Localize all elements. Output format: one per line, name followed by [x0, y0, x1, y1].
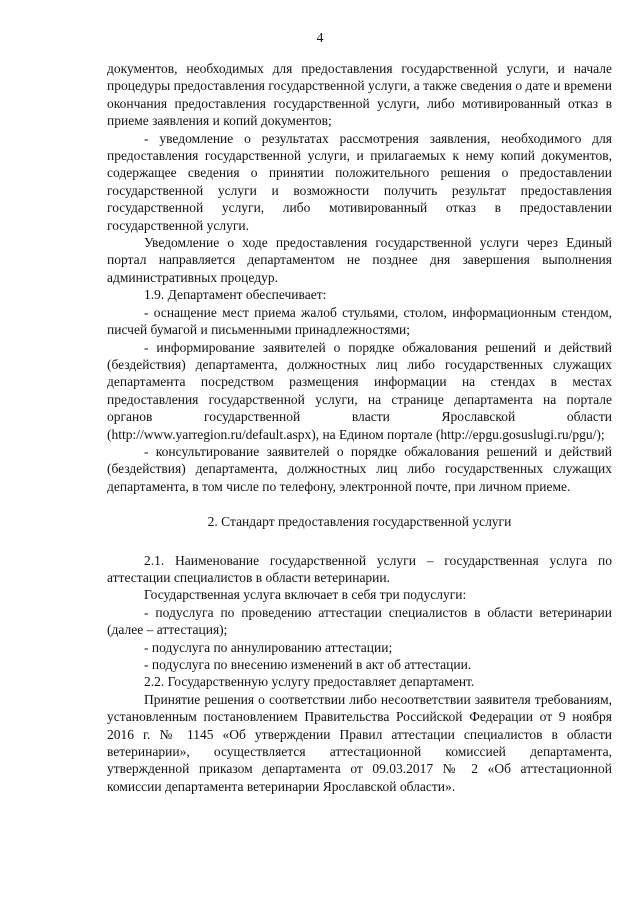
paragraph-consulting: - консультирование заявителей о порядке обжалования решений и действий (бездействия) департамента, должностных лиц либо государственных служащих департамента, в том числе по телефону, электронной почте, при личном приеме. [107, 443, 612, 494]
paragraph-continuation: документов, необходимых для предоставления государственной услуги, и начале процедуры предоставления государственной услуги, а также сведения о дате и времени окончания предоставления государственной услуги, либо мотивированный отказ в приеме заявления и копий документов; [107, 61, 612, 129]
paragraph-equipment: - оснащение мест приема жалоб стульями, столом, информационным стендом, писчей бумагой и письменными принадлежностями; [107, 304, 612, 338]
paragraph-subservice-amendment: - подуслуга по внесению изменений в акт об аттестации. [144, 657, 472, 672]
page-number: 4 [316, 30, 324, 45]
paragraph-decision: Принятие решения о соответствии либо несоответствии заявителя требованиям, установленным постановлением Правительства Российской Федерации от 9 ноября 2016 г. № 1145 «Об утверждении Правил аттестации специалистов в области ветеринарии», осуществляется аттестационной комиссией департамента, утвержденной приказом департамента от 09.03.2017 № 2 «Об аттестационной комиссии департамента ветеринарии Ярославской области». [107, 691, 612, 794]
paragraph-informing: - информирование заявителей о порядке обжалования решений и действий (бездействия) департамента, должностных лиц либо государственных служащих департамента посредством размещения информации на стендах в местах предоставления государственной услуги, на странице департамента на портале органов государственной власти Ярославской области (http://www.yarregion.ru/default.aspx), на Едином портале (http://epgu.gosuslugi.ru/pgu/); [107, 339, 612, 442]
paragraph-2-2: 2.2. Государственную услугу предоставляет департамент. [144, 674, 475, 690]
section-heading: 2. Стандарт предоставления государственной услуги [207, 514, 512, 530]
paragraph-subservice-annulment: - подуслуга по аннулированию аттестации; [144, 639, 393, 655]
paragraph-notification-result: - уведомление о результатах рассмотрения заявления, необходимого для предоставления государственной услуги, и прилагаемых к нему копий документов, содержащее сведения о принятии положительного решения о предоставлении государственной услуги и возможности получить результат предоставления государственной услуги, либо мотивированный отказ в предоставлении государственной услуги. [107, 130, 612, 233]
paragraph-subservice-attestation: - подуслуга по проведению аттестации специалистов в области ветеринарии (далее – аттестация); [107, 604, 612, 638]
paragraph-1-9: 1.9. Департамент обеспечивает: [144, 287, 327, 303]
paragraph-notification-progress: Уведомление о ходе предоставления государственной услуги через Единый портал направляется департаментом не позднее дня завершения выполнения административных процедур. [107, 235, 612, 285]
paragraph-2-1: 2.1. Наименование государственной услуги – государственная услуга по аттестации специалистов в области ветеринарии. [107, 552, 612, 585]
document-body [107, 60, 612, 795]
paragraph-subservices-intro: Государственная услуга включает в себя три подуслуги: [144, 587, 467, 603]
